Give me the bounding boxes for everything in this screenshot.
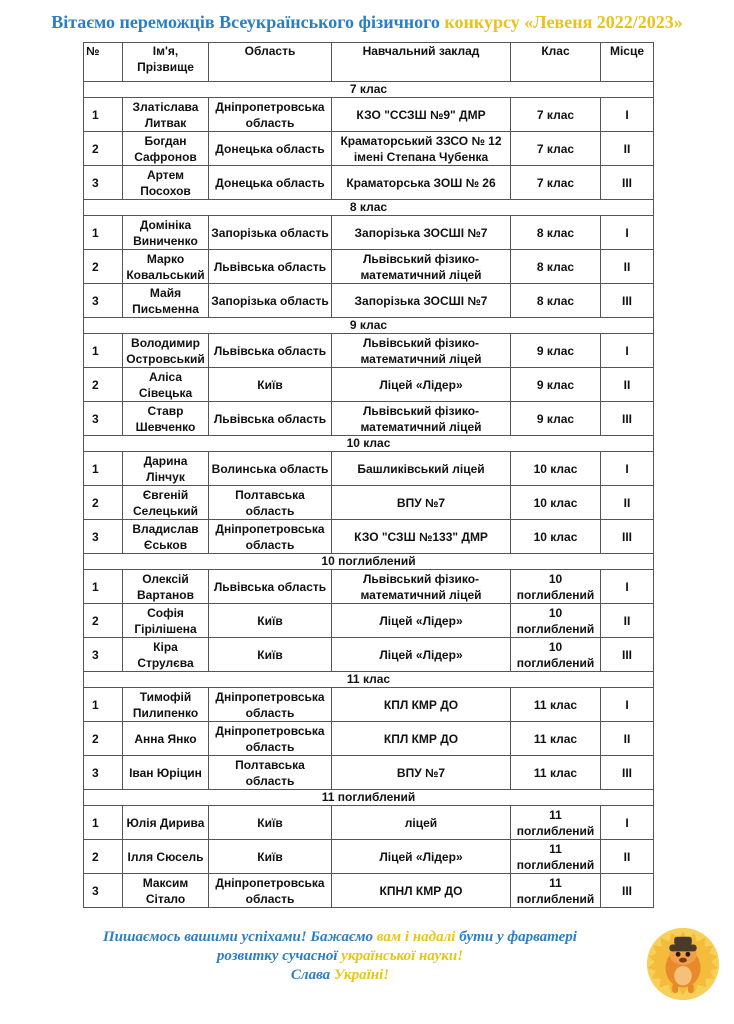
cell-place: II xyxy=(601,840,654,874)
cell-region: Київ xyxy=(209,368,332,402)
cell-region: Львівська область xyxy=(209,250,332,284)
cell-name: Іван Юріцин xyxy=(123,756,209,790)
footer-text: розвитку сучасної xyxy=(216,948,338,964)
section-title: 7 клас xyxy=(84,82,654,98)
cell-grade: 11 поглиблений xyxy=(511,874,601,908)
cell-number: 3 xyxy=(84,520,123,554)
cell-school: Ліцей «Лідер» xyxy=(332,604,511,638)
cell-region: Запорізька область xyxy=(209,284,332,318)
cell-place: I xyxy=(601,806,654,840)
cell-name: Софія Гірілішена xyxy=(123,604,209,638)
section-title: 11 клас xyxy=(84,672,654,688)
cell-grade: 8 клас xyxy=(511,250,601,284)
section-title: 10 поглиблений xyxy=(84,554,654,570)
cell-place: II xyxy=(601,132,654,166)
cell-region: Полтавська область xyxy=(209,756,332,790)
cell-grade: 7 клас xyxy=(511,166,601,200)
cell-name: Кіра Струлєва xyxy=(123,638,209,672)
table-row xyxy=(84,284,654,318)
cell-region: Дніпропетровська область xyxy=(209,520,332,554)
section-title: 11 поглиблений xyxy=(84,790,654,806)
table-body xyxy=(84,82,654,908)
cell-name: Володимир Островський xyxy=(123,334,209,368)
cell-school: Львівський фізико-математичний ліцей xyxy=(332,334,511,368)
title-blue: Вітаємо переможців Всеукраїнського фізичного xyxy=(51,12,440,32)
cell-number: 3 xyxy=(84,638,123,672)
table-row xyxy=(84,452,654,486)
cell-grade: 11 клас xyxy=(511,722,601,756)
table-row xyxy=(84,368,654,402)
cell-place: III xyxy=(601,402,654,436)
cell-grade: 10 клас xyxy=(511,520,601,554)
footer-line-3 xyxy=(60,966,620,985)
cell-number: 2 xyxy=(84,722,123,756)
cell-grade: 10 клас xyxy=(511,486,601,520)
cell-place: I xyxy=(601,688,654,722)
cell-name: Максим Сітало xyxy=(123,874,209,908)
cell-name: Владислав Єськов xyxy=(123,520,209,554)
cell-grade: 10 поглиблений xyxy=(511,570,601,604)
cell-name: Євгеній Селецький xyxy=(123,486,209,520)
table-row xyxy=(84,402,654,436)
header-grade: Клас xyxy=(511,43,601,82)
cell-place: I xyxy=(601,216,654,250)
cell-place: I xyxy=(601,98,654,132)
cell-region: Дніпропетровська область xyxy=(209,874,332,908)
table-row xyxy=(84,840,654,874)
header-name: Ім'я, Прізвище xyxy=(123,43,209,82)
cell-name: Тимофій Пилипенко xyxy=(123,688,209,722)
cell-place: III xyxy=(601,520,654,554)
cell-region: Львівська область xyxy=(209,402,332,436)
cell-region: Волинська область xyxy=(209,452,332,486)
table-row xyxy=(84,806,654,840)
table-row xyxy=(84,722,654,756)
header-place: Місце xyxy=(601,43,654,82)
table-row xyxy=(84,604,654,638)
cell-number: 2 xyxy=(84,840,123,874)
cell-region: Дніпропетровська область xyxy=(209,688,332,722)
cell-region: Львівська область xyxy=(209,334,332,368)
cell-region: Київ xyxy=(209,604,332,638)
cell-grade: 11 клас xyxy=(511,756,601,790)
table-row xyxy=(84,638,654,672)
cell-name: Олексій Вартанов xyxy=(123,570,209,604)
cell-grade: 9 клас xyxy=(511,334,601,368)
table-row xyxy=(84,132,654,166)
section-row xyxy=(84,436,654,452)
cell-number: 3 xyxy=(84,874,123,908)
cell-region: Запорізька область xyxy=(209,216,332,250)
cell-place: II xyxy=(601,486,654,520)
table-row xyxy=(84,216,654,250)
cell-number: 2 xyxy=(84,604,123,638)
section-row xyxy=(84,554,654,570)
cell-name: Аліса Сівецька xyxy=(123,368,209,402)
section-row xyxy=(84,318,654,334)
table-row xyxy=(84,570,654,604)
cell-school: КПЛ КМР ДО xyxy=(332,722,511,756)
section-title: 9 клас xyxy=(84,318,654,334)
cell-region: Київ xyxy=(209,840,332,874)
table-header-row xyxy=(84,43,654,82)
cell-place: II xyxy=(601,250,654,284)
cell-name: Дарина Лінчук xyxy=(123,452,209,486)
cell-grade: 8 клас xyxy=(511,284,601,318)
cell-number: 2 xyxy=(84,250,123,284)
cell-place: I xyxy=(601,570,654,604)
cell-place: II xyxy=(601,722,654,756)
lion-cub-icon xyxy=(644,925,722,1003)
title-yellow: конкурсу «Левеня 2022/2023» xyxy=(444,12,683,32)
cell-region: Київ xyxy=(209,638,332,672)
cell-number: 1 xyxy=(84,216,123,250)
cell-region: Львівська область xyxy=(209,570,332,604)
table-row xyxy=(84,520,654,554)
cell-number: 2 xyxy=(84,486,123,520)
cell-grade: 7 клас xyxy=(511,98,601,132)
cell-number: 3 xyxy=(84,756,123,790)
cell-name: Юлія Дирива xyxy=(123,806,209,840)
cell-place: III xyxy=(601,874,654,908)
table-row xyxy=(84,334,654,368)
cell-place: I xyxy=(601,452,654,486)
cell-school: Ліцей «Лідер» xyxy=(332,638,511,672)
cell-number: 2 xyxy=(84,368,123,402)
cell-school: КЗО "СЗШ №133" ДМР xyxy=(332,520,511,554)
cell-place: II xyxy=(601,604,654,638)
footer-message xyxy=(60,928,620,985)
table-row xyxy=(84,486,654,520)
header-number: № xyxy=(84,43,123,82)
cell-school: Краматорська ЗОШ № 26 xyxy=(332,166,511,200)
footer-text: вам і надалі xyxy=(376,929,456,945)
cell-grade: 9 клас xyxy=(511,368,601,402)
cell-grade: 7 клас xyxy=(511,132,601,166)
cell-region: Дніпропетровська область xyxy=(209,722,332,756)
cell-place: II xyxy=(601,368,654,402)
cell-name: Богдан Сафронов xyxy=(123,132,209,166)
cell-number: 3 xyxy=(84,402,123,436)
table-row xyxy=(84,756,654,790)
cell-number: 1 xyxy=(84,334,123,368)
cell-number: 1 xyxy=(84,452,123,486)
section-row xyxy=(84,790,654,806)
table-row xyxy=(84,166,654,200)
cell-number: 1 xyxy=(84,806,123,840)
cell-number: 1 xyxy=(84,98,123,132)
table-row xyxy=(84,874,654,908)
cell-name: Майя Письменна xyxy=(123,284,209,318)
header-school: Навчальний заклад xyxy=(332,43,511,82)
cell-grade: 9 клас xyxy=(511,402,601,436)
cell-place: III xyxy=(601,756,654,790)
cell-school: КЗО "ССЗШ №9" ДМР xyxy=(332,98,511,132)
footer-text: бути у фарватері xyxy=(459,929,577,945)
footer-text: Слава xyxy=(290,967,331,983)
table-row xyxy=(84,688,654,722)
cell-region: Донецька область xyxy=(209,166,332,200)
cell-school: ВПУ №7 xyxy=(332,756,511,790)
cell-name: Артем Посохов xyxy=(123,166,209,200)
cell-grade: 11 клас xyxy=(511,688,601,722)
cell-school: Ліцей «Лідер» xyxy=(332,368,511,402)
cell-place: I xyxy=(601,334,654,368)
cell-number: 1 xyxy=(84,570,123,604)
cell-name: Ставр Шевченко xyxy=(123,402,209,436)
cell-grade: 10 поглиблений xyxy=(511,604,601,638)
section-row xyxy=(84,200,654,216)
cell-number: 2 xyxy=(84,132,123,166)
cell-grade: 11 поглиблений xyxy=(511,840,601,874)
cell-number: 3 xyxy=(84,284,123,318)
cell-school: ВПУ №7 xyxy=(332,486,511,520)
cell-school: Львівський фізико-математичний ліцей xyxy=(332,402,511,436)
cell-school: Краматорський ЗЗСО № 12 імені Степана Чубенка xyxy=(332,132,511,166)
section-title: 8 клас xyxy=(84,200,654,216)
cell-school: ліцей xyxy=(332,806,511,840)
cell-school: Запорізька ЗОСШІ №7 xyxy=(332,216,511,250)
cell-name: Анна Янко xyxy=(123,722,209,756)
results-table xyxy=(83,42,654,908)
cell-number: 1 xyxy=(84,688,123,722)
cell-school: Львівський фізико-математичний ліцей xyxy=(332,570,511,604)
cell-grade: 8 клас xyxy=(511,216,601,250)
table-row xyxy=(84,98,654,132)
cell-name: Златіслава Литвак xyxy=(123,98,209,132)
page-title xyxy=(0,12,734,33)
cell-region: Дніпропетровська область xyxy=(209,98,332,132)
section-title: 10 клас xyxy=(84,436,654,452)
section-row xyxy=(84,82,654,98)
cell-grade: 11 поглиблений xyxy=(511,806,601,840)
cell-grade: 10 поглиблений xyxy=(511,638,601,672)
cell-name: Марко Ковальський xyxy=(123,250,209,284)
cell-name: Домініка Виниченко xyxy=(123,216,209,250)
cell-number: 3 xyxy=(84,166,123,200)
footer-text: Пишаємось вашими успіхами! Бажаємо xyxy=(103,929,374,945)
cell-school: КПЛ КМР ДО xyxy=(332,688,511,722)
footer-line-2 xyxy=(60,947,620,966)
cell-region: Донецька область xyxy=(209,132,332,166)
footer-text: української науки! xyxy=(341,948,464,964)
cell-school: КПНЛ КМР ДО xyxy=(332,874,511,908)
cell-name: Ілля Сюсель xyxy=(123,840,209,874)
cell-region: Полтавська область xyxy=(209,486,332,520)
table-row xyxy=(84,250,654,284)
cell-school: Ліцей «Лідер» xyxy=(332,840,511,874)
cell-school: Запорізька ЗОСШІ №7 xyxy=(332,284,511,318)
cell-place: III xyxy=(601,638,654,672)
cell-region: Київ xyxy=(209,806,332,840)
cell-school: Башликівський ліцей xyxy=(332,452,511,486)
section-row xyxy=(84,672,654,688)
cell-place: III xyxy=(601,166,654,200)
cell-place: III xyxy=(601,284,654,318)
cell-school: Львівський фізико-математичний ліцей xyxy=(332,250,511,284)
footer-line-1 xyxy=(60,928,620,947)
header-region: Область xyxy=(209,43,332,82)
footer-text: Україні! xyxy=(333,967,390,983)
cell-grade: 10 клас xyxy=(511,452,601,486)
